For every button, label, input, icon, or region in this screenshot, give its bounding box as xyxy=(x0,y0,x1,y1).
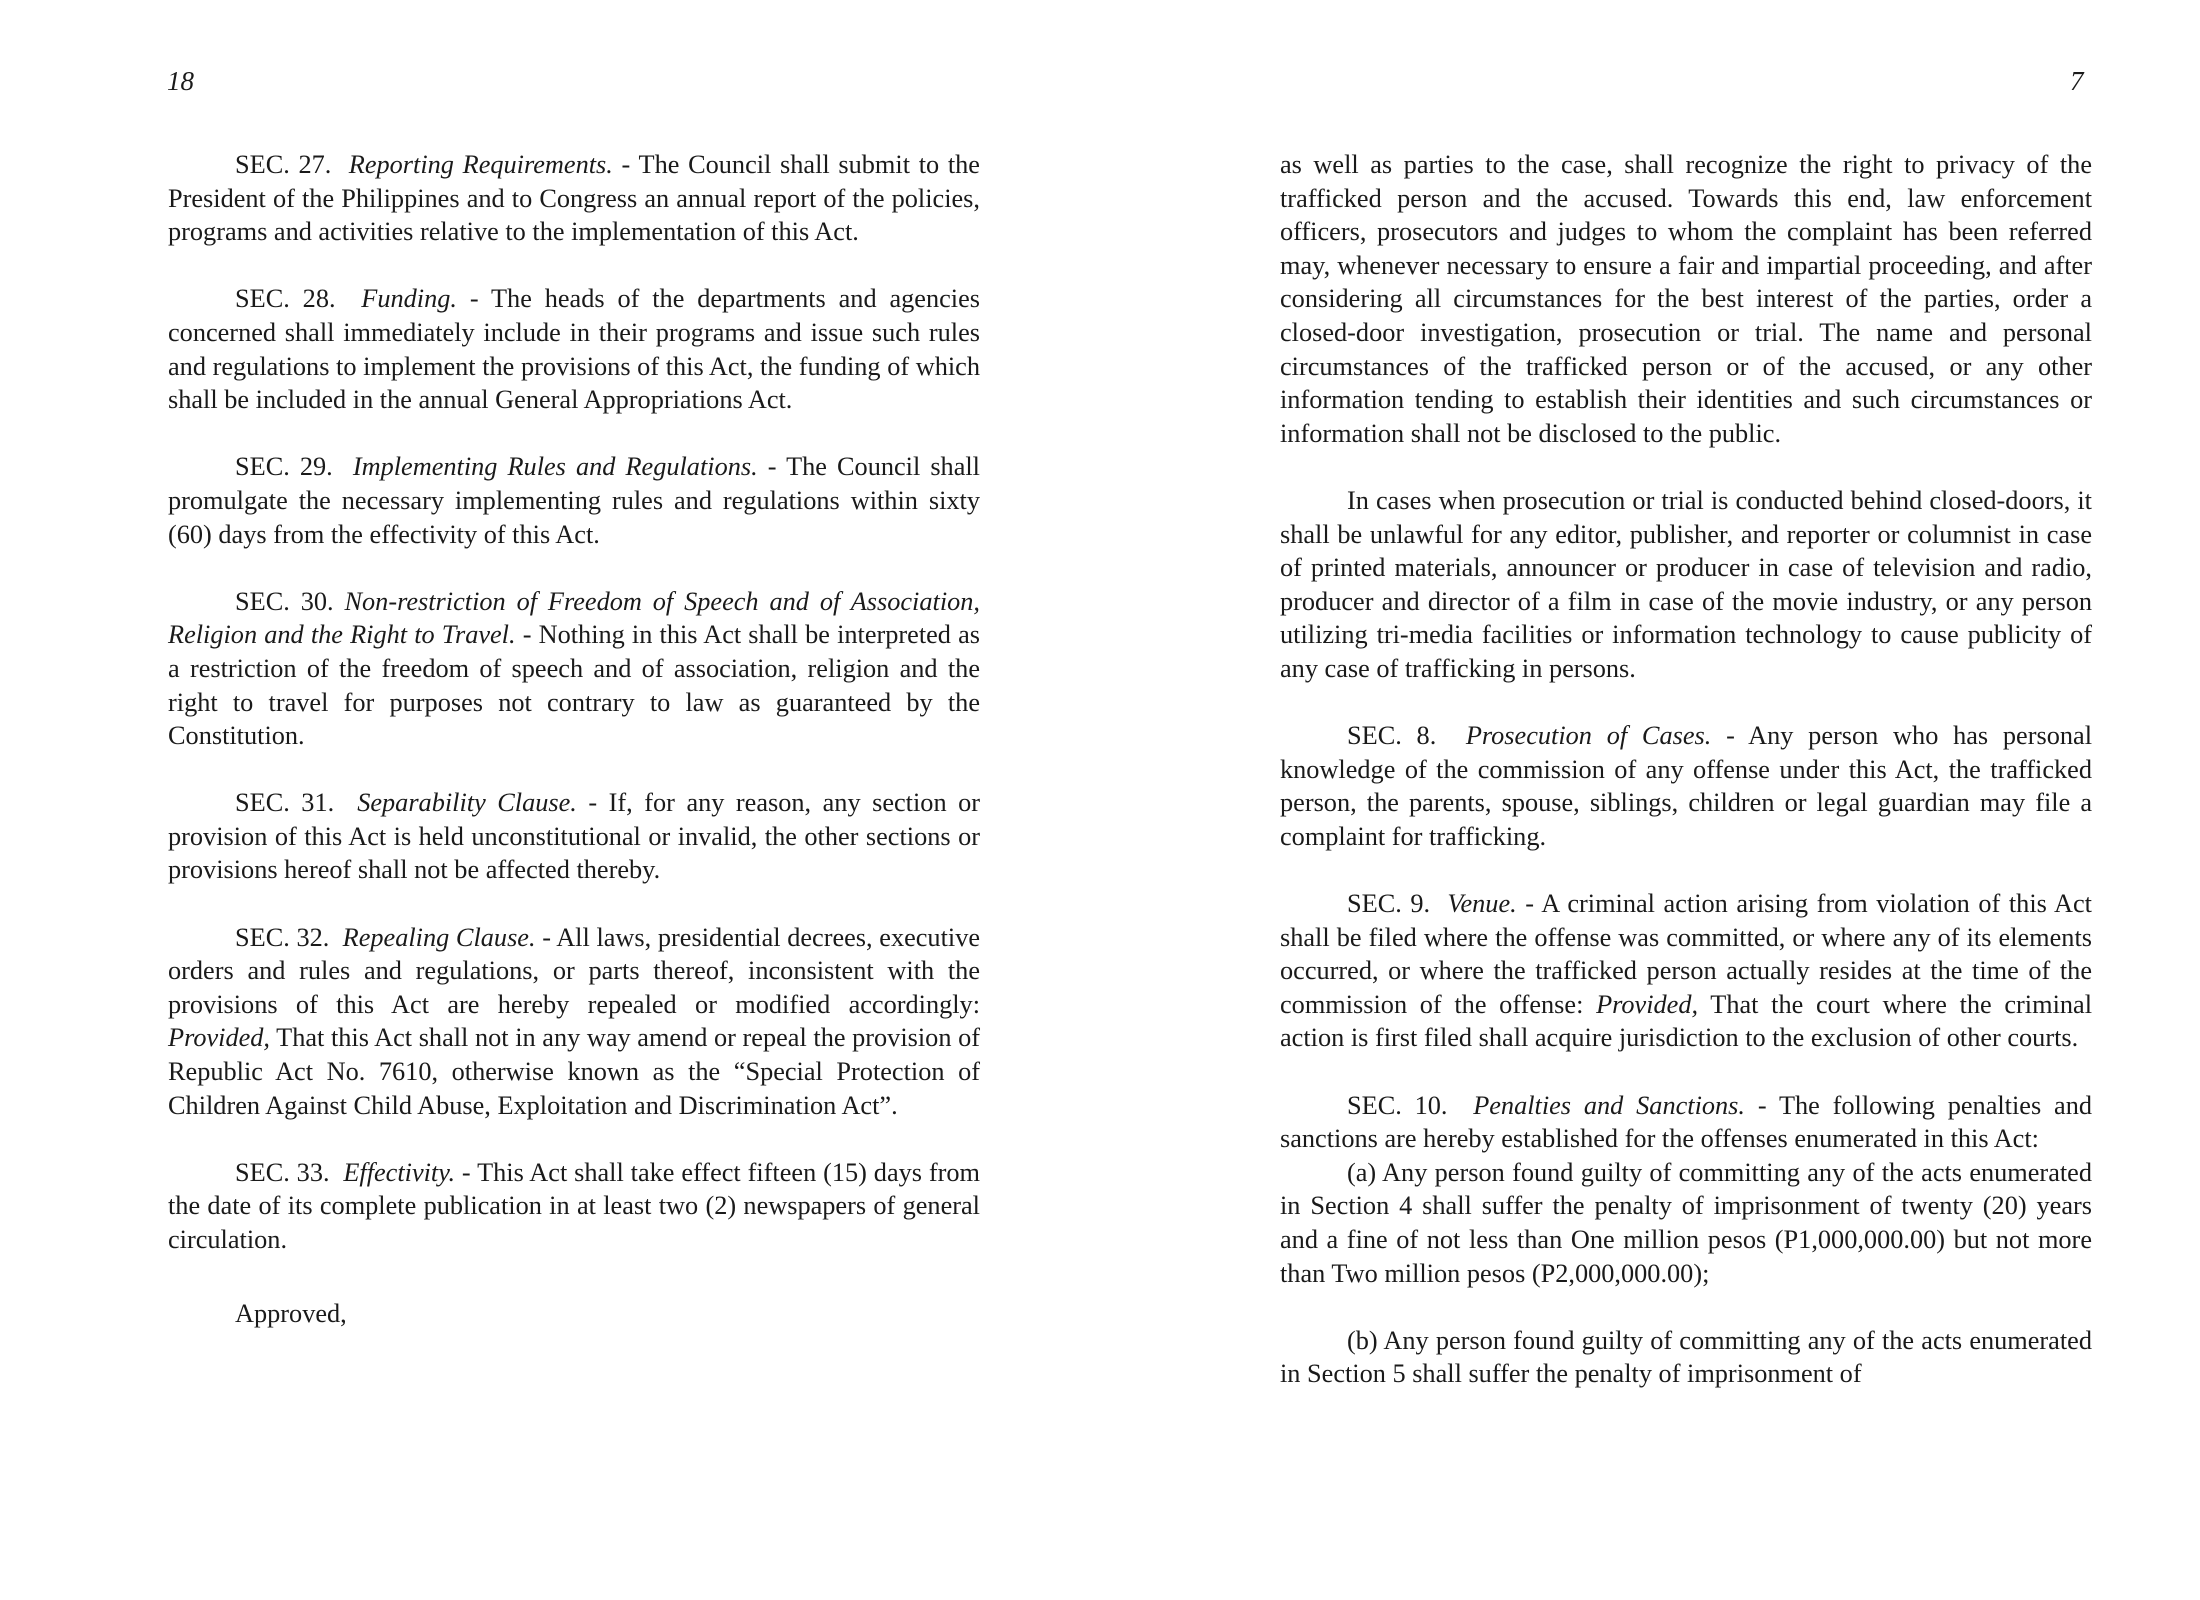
closed-doors-paragraph: In cases when prosecution or trial is conducted behind closed-doors, it shall be unlawful for any editor, publisher, and reporter or columnist in case of printed materials, announcer or producer in case of television and radio, producer and director of a film in case of the movie industry, or any person utilizing tri-media facilities or information technology to cause publicity of any case of trafficking in persons. xyxy=(1280,485,2092,683)
right-page xyxy=(1100,0,2200,1600)
section-text: Any person who has personal knowledge of the commission of any offense under this Act, the trafficked person, the parents, spouse, siblings, children or legal guardian may file a complaint for trafficking. xyxy=(1280,721,2092,851)
section-title: Prosecution of Cases. xyxy=(1465,721,1712,751)
section-33 xyxy=(168,1156,980,1257)
section-28 xyxy=(168,282,980,416)
section-title: Separability Clause. xyxy=(357,788,577,818)
section-text: The following penalties and sanctions are hereby established for the offenses enumerated in this Act: xyxy=(1280,1090,2093,1154)
section-text: Nothing in this Act shall be interpreted as a restriction of the freedom of speech and of association, religion and the right to travel for purposes not contrary to law as guaranteed by the Constitution. xyxy=(168,620,980,751)
section-dash: - xyxy=(455,1157,478,1187)
section-dash: - xyxy=(515,620,539,650)
section-dash: - xyxy=(612,150,639,179)
section-label: SEC. 9. xyxy=(1347,889,1431,919)
section-title: Non-restriction of Freedom of Speech and of Association, Religion and the Right to Travel. xyxy=(168,586,980,650)
section-10 xyxy=(1280,1089,2092,1156)
section-dash: - xyxy=(456,284,491,314)
section-label: SEC. 10. xyxy=(1347,1090,1448,1120)
section-32 xyxy=(168,921,980,1123)
penalty-item-b: (b) Any person found guilty of committing any of the acts enumerated in Section 5 shall suffer the penalty of imprisonment of xyxy=(1280,1325,2092,1389)
section-dash: - xyxy=(1744,1090,1779,1120)
section-9 xyxy=(1280,887,2092,1055)
penalty-item-a: (a) Any person found guilty of committing any of the acts enumerated in Section 4 shall suffer the penalty of imprisonment of twenty (20) years and a fine of not less than One million pesos (P1,000,000.00) but not more than Two million pesos (P2,000,000.00); xyxy=(1280,1157,2092,1288)
section-title: Penalties and Sanctions. xyxy=(1473,1090,1745,1120)
section-title: Venue. xyxy=(1447,889,1517,919)
approved-line: Approved, xyxy=(235,1298,347,1328)
section-29 xyxy=(168,450,980,551)
proviso-word: Provided, xyxy=(168,1023,270,1053)
page-number: 7 xyxy=(2070,66,2084,96)
section-31 xyxy=(168,786,980,887)
section-text: All laws, presidential decrees, executive orders and rules and regulations, or parts thereof, inconsistent with the provisions of this Act are hereby repealed or modified accordingly: xyxy=(168,922,981,1019)
section-dash: - xyxy=(576,788,609,818)
right-text-column xyxy=(1280,148,2092,1391)
section-title: Funding. xyxy=(361,284,457,314)
left-text-column xyxy=(168,148,980,1364)
section-text: This Act shall take effect fifteen (15) days from the date of its complete publication in at least two (2) newspapers of general circulation. xyxy=(168,1157,980,1254)
section-text-continued: That this Act shall not in any way amend or repeal the provision of Republic Act No. 7610, otherwise known as the “Special Protection of Children Against Child Abuse, Exploitation and Discrimination Act”. xyxy=(168,1023,980,1120)
section-30 xyxy=(168,585,980,753)
section-label: SEC. 33. xyxy=(235,1157,330,1187)
page-number: 18 xyxy=(167,66,194,96)
section-title: Repealing Clause. xyxy=(342,922,536,952)
section-dash: - xyxy=(1516,889,1542,919)
section-text: The Council shall submit to the President of the Philippines and to Congress an annual report of the policies, programs and activities relative to the implementation of this Act. xyxy=(168,150,980,247)
continuation-paragraph: as well as parties to the case, shall recognize the right to privacy of the trafficked person and the accused. Towards this end, law enforcement officers, prosecutors and judges to whom the complaint has been referred may, whenever necessary to ensure a fair and impartial proceeding, and after considering all circumstances for the best interest of the parties, order a closed-door investigation, prosecution or trial. The name and personal circumstances of the trafficked person or of the accused, or any other information tending to establish their identities and such circumstances or information shall not be disclosed to the public. xyxy=(1280,150,2092,448)
section-text-continued: That the court where the criminal action is first filed shall acquire jurisdiction to the exclusion of other courts. xyxy=(1280,989,2093,1053)
section-text: The heads of the departments and agencies concerned shall immediately include in their programs and issue such rules and regulations to implement the provisions of this Act, the funding of which shall be included in the annual General Appropriations Act. xyxy=(168,284,980,415)
section-dash: - xyxy=(1711,721,1749,751)
section-label: SEC. 32. xyxy=(235,922,330,952)
section-title: Implementing Rules and Regulations. xyxy=(352,452,758,482)
section-title: Effectivity. xyxy=(343,1157,456,1187)
section-text: The Council shall promulgate the necessary implementing rules and regulations within sixty (60) days from the effectivity of this Act. xyxy=(168,452,980,549)
section-text: If, for any reason, any section or provision of this Act is held unconstitutional or invalid, the other sections or provisions hereof shall not be affected thereby. xyxy=(168,788,981,885)
section-title: Reporting Requirements. xyxy=(348,150,613,179)
section-label: SEC. 30. xyxy=(235,586,334,616)
section-label: SEC. 29. xyxy=(235,452,333,482)
section-label: SEC. 28. xyxy=(235,284,336,314)
proviso-word: Provided, xyxy=(1596,989,1699,1019)
section-8 xyxy=(1280,719,2092,853)
section-label: SEC. 8. xyxy=(1347,721,1437,751)
section-label: SEC. 27. xyxy=(235,150,332,179)
section-27 xyxy=(168,148,980,249)
section-text: A criminal action arising from violation of this Act shall be filed where the offense was committed, or where any of its elements occurred, or where the trafficked person actually resides at the time of the commission of the offense: xyxy=(1280,889,2092,1019)
section-dash: - xyxy=(535,922,557,952)
section-dash: - xyxy=(757,452,787,482)
section-label: SEC. 31. xyxy=(235,788,335,818)
